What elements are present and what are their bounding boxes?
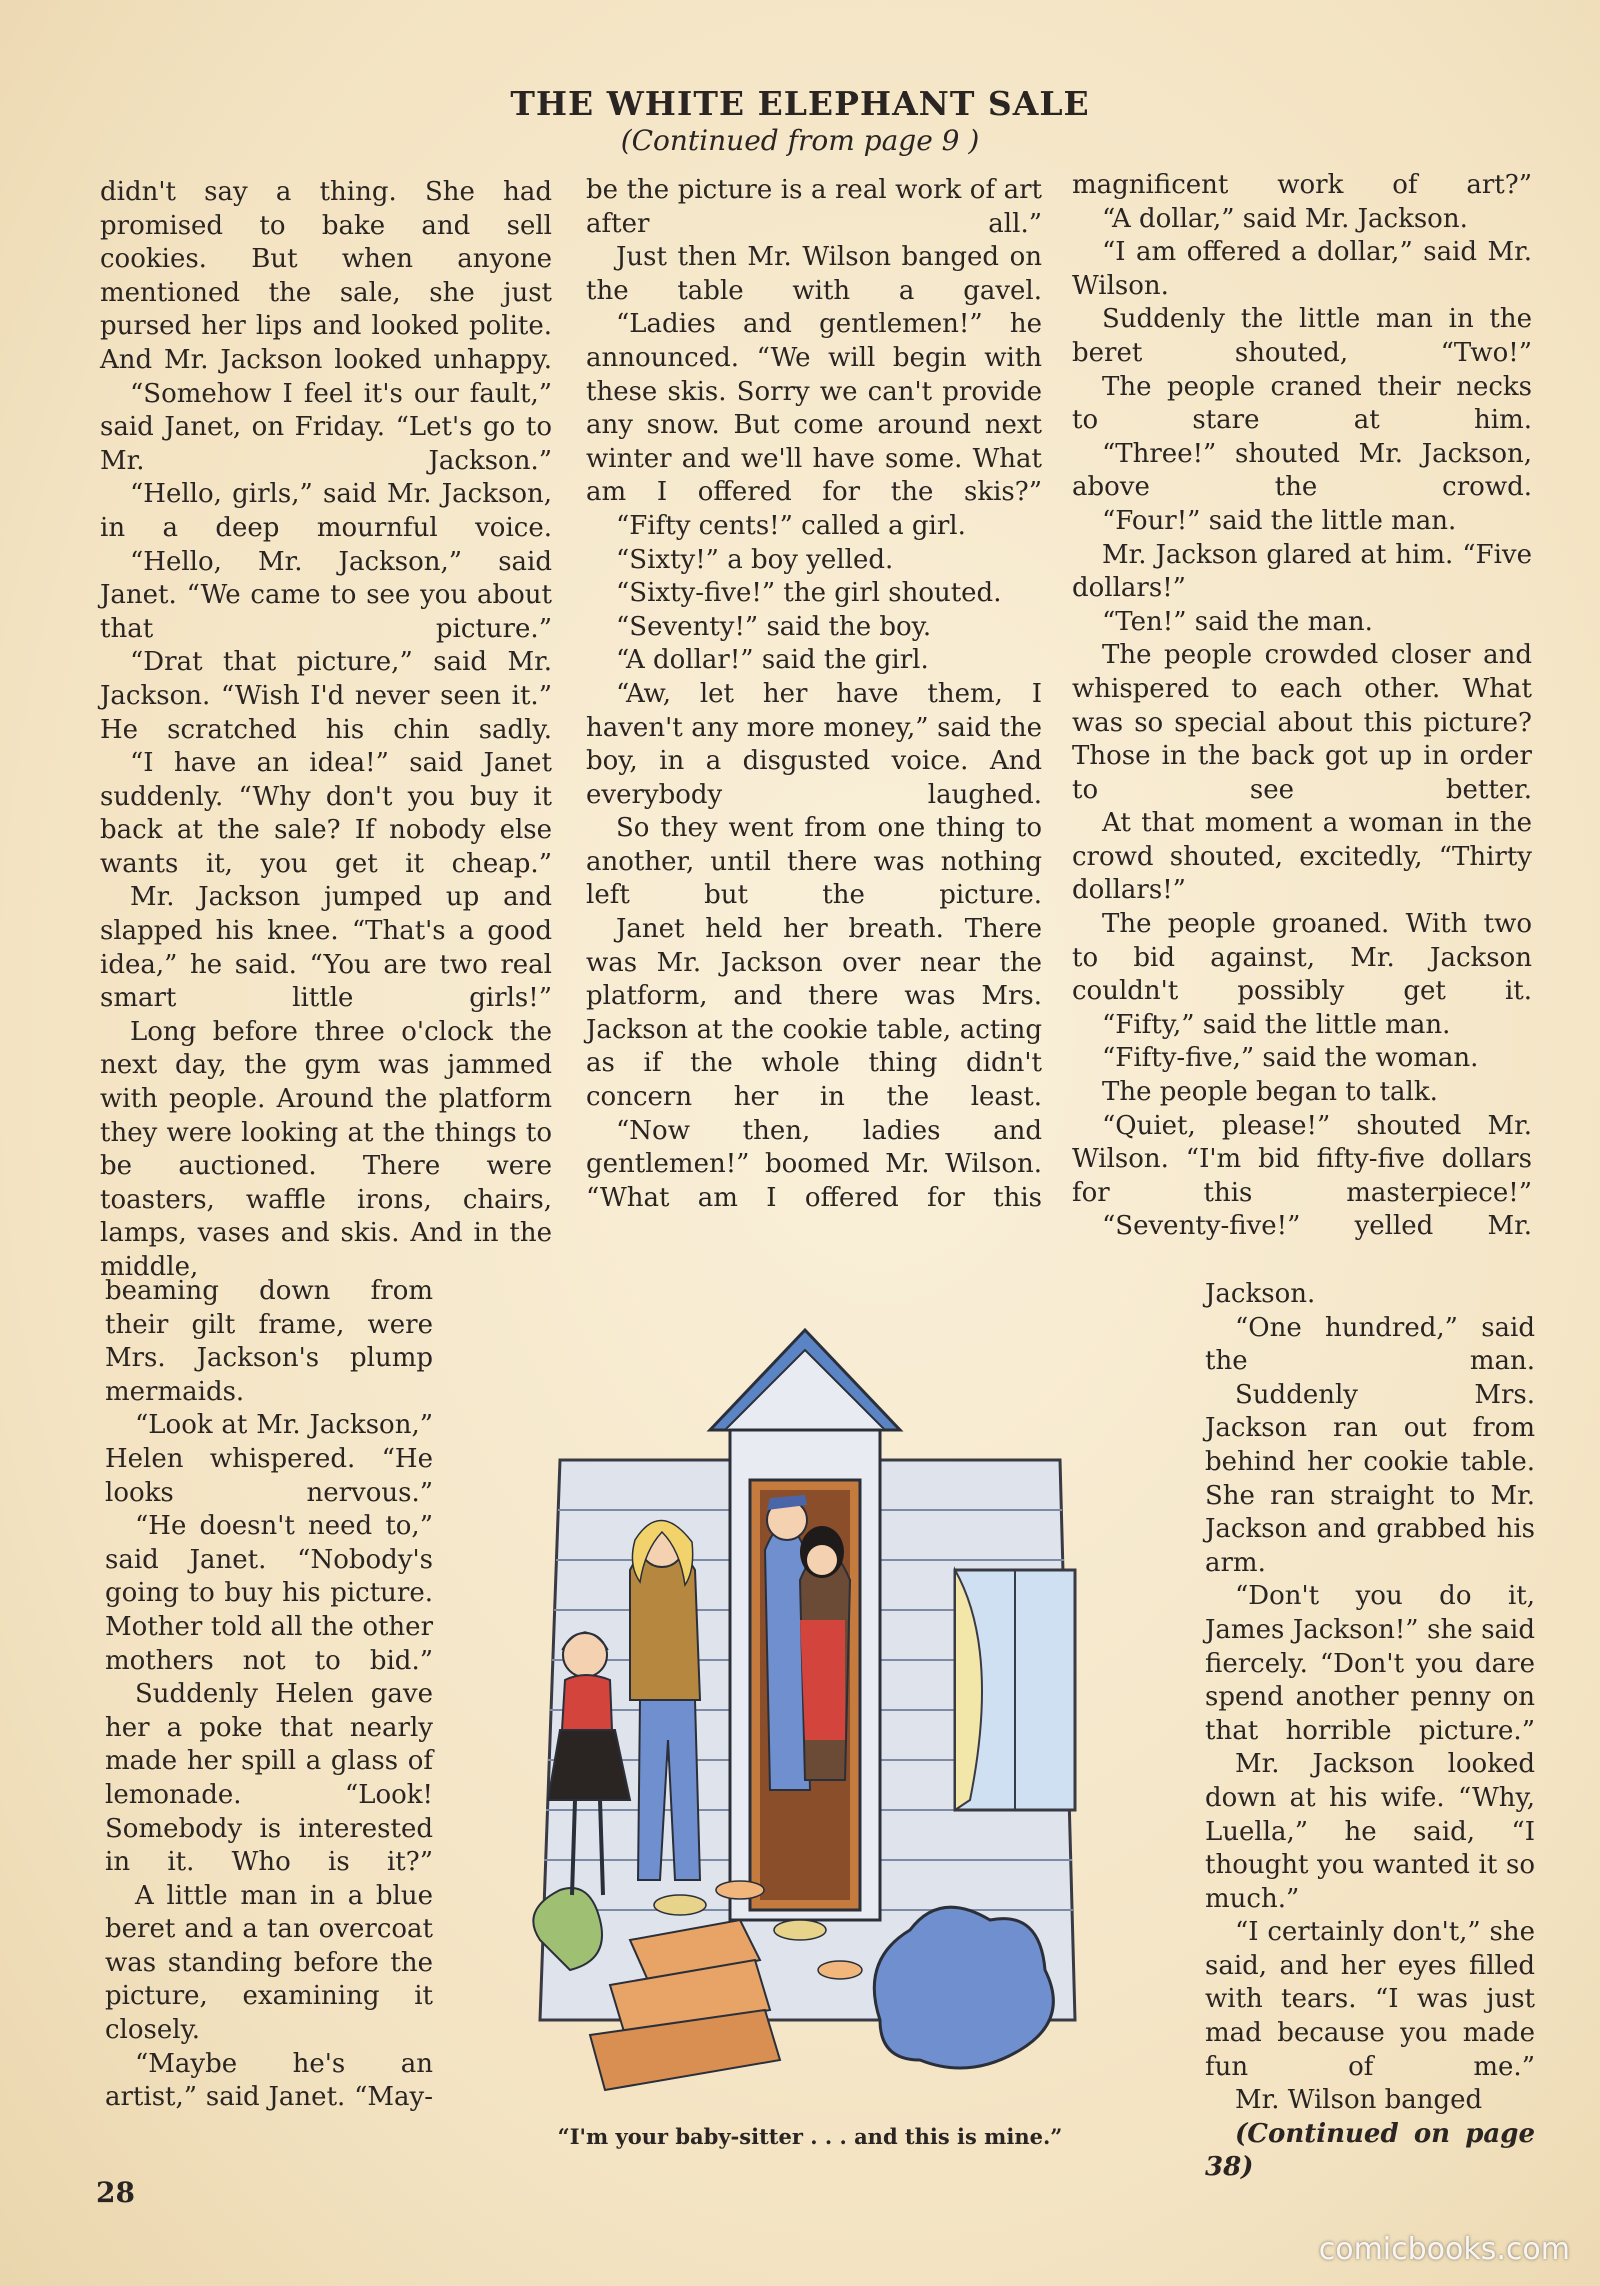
paragraph: “Maybe he's an artist,” said Janet. “May- [105,2048,433,2113]
paragraph: “I am offered a dollar,” said Mr. Wilson. [1072,237,1532,301]
couple-in-doorway [765,1495,850,1790]
paragraph: “Now then, ladies and gentlemen!” boomed Mr. Wilson. “What am I offered for this [586,1115,1042,1213]
paragraph: “I have an idea!” said Janet suddenly. “Why don't you buy it back at the sale? If nobody else wants it, you get it cheap.” [100,748,552,879]
paragraph: “Ladies and gentlemen!” he announced. “We will begin with these skis. Sorry we can't provide any snow. But come around next winter and we'll have some. What am I offered for the skis?” [586,309,1042,508]
paragraph: “Aw, let her have them, I haven't any more money,” said the boy, in a disgusted voice. And everybody laughed. [586,678,1042,810]
paragraph: A little man in a blue beret and a tan overcoat was standing before the picture, examining it closely. [105,1880,433,2046]
paragraph: “I certainly don't,” she said, and her eyes filled with tears. “I was just mad because you made fun of me.” [1205,1917,1535,2082]
text-column-1 [100,176,552,1285]
story-title: THE WHITE ELEPHANT SALE [510,84,1090,123]
window [955,1570,1075,1810]
paragraph: didn't say a thing. She had promised to bake and sell cookies. But when anyone mentioned the sale, she just pursed her lips and looked polite. And Mr. Jackson looked unhappy. [100,177,552,375]
paragraph: Mr. Jackson looked down at his wife. “Why, Luella,” he said, “I thought you wanted it so much.” [1205,1749,1535,1914]
text-column-3-narrow [1205,1278,1535,2185]
text-column-1-narrow [105,1275,433,2115]
paragraph: Mr. Wilson banged [1235,2085,1483,2116]
paragraph: “He doesn't need to,” said Janet. “Nobody's going to buy his picture. Mother told all the other mothers not to bid.” [105,1511,433,1676]
paragraph: “Sixty-five!” the girl shouted. [616,578,1002,609]
paragraph: Janet held her breath. There was Mr. Jackson over near the platform, and there was Mrs. Jackson at the cookie table, acting as if the whole thing didn't concern her in the least. [586,914,1042,1113]
text-column-2 [586,174,1042,1215]
paragraph: Suddenly Mrs. Jackson ran out from behind her cookie table. She ran straight to Mr. Jackson and grabbed his arm. [1205,1379,1535,1578]
paragraph: magnificent work of art?” [1072,170,1532,200]
paragraph: “Hello, Mr. Jackson,” said Janet. “We came to see you about that picture.” [100,546,552,644]
paragraph: Mr. Jackson glared at him. “Five dollars!” [1072,539,1532,604]
paragraph: Mr. Jackson jumped up and slapped his knee. “That's a good idea,” he said. “You are two real smart little girls!” [100,882,552,1014]
paragraph: be the picture is a real work of art after all.” [586,175,1042,239]
paragraph: “Seventy-five!” yelled Mr. [1102,1211,1532,1242]
paragraph: Suddenly the little man in the beret shouted, “Two!” [1072,304,1532,368]
paragraph: Suddenly Helen gave her a poke that nearly made her spill a glass of lemonade. “Look! Somebody is interested in it. Who is it?” [105,1679,433,1878]
paragraph: The people crowded closer and whispered to each other. What was so special about this picture? Those in the back got up in order to see better. [1072,640,1532,805]
paragraph: “Look at Mr. Jackson,” Helen whispered. “He looks nervous.” [105,1410,433,1508]
paragraph: Just then Mr. Wilson banged on the table with a gavel. [586,242,1042,306]
watermark: comicbooks.com [1318,2232,1570,2267]
illustration-caption: “I'm your baby-sitter . . . and this is mine.” [557,2124,1063,2149]
paragraph: “Don't you do it, James Jackson!” she said fiercely. “Don't you dare spend another penny on that horrible picture.” [1205,1581,1535,1746]
paragraph: “Sixty!” a boy yelled. [616,544,894,575]
paragraph: The people groaned. With two to bid against, Mr. Jackson couldn't possibly get it. [1072,909,1532,1007]
paragraph: Long before three o'clock the next day, the gym was jammed with people. Around the platform they were looking at the things to be auctioned. There were toasters, waffle irons, chairs, lamps, vases and skis. And in the middle, [100,1016,552,1282]
paragraph: At that moment a woman in the crowd shouted, excitedly, “Thirty dollars!” [1072,808,1532,906]
paragraph: beaming down from their gilt frame, were Mrs. Jackson's plump mermaids. [105,1276,433,1407]
paragraph: “Fifty cents!” called a girl. [616,510,966,541]
page-number: 28 [96,2176,135,2209]
continued-on-note: (Continued on page 38) [1205,2118,1535,2183]
doorway-illustration [500,1320,1120,2120]
paragraph: “Three!” shouted Mr. Jackson, above the crowd. [1072,438,1532,503]
paragraph: “A dollar,” said Mr. Jackson. [1102,203,1468,234]
paragraph: “Hello, girls,” said Mr. Jackson, in a deep mournful voice. [100,479,552,543]
paragraph: “Quiet, please!” shouted Mr. Wilson. “I'm bid fifty-five dollars for this masterpiece!” [1072,1110,1532,1208]
continued-from-note: (Continued from page 9 ) [620,124,980,157]
paragraph: “A dollar!” said the girl. [616,645,929,676]
paragraph: The people craned their necks to stare at him. [1072,371,1532,436]
paragraph: “Drat that picture,” said Mr. Jackson. “Wish I'd never seen it.” He scratched his chin sadly. [100,647,552,745]
paragraph: The people began to talk. [1102,1077,1438,1108]
paragraph: Jackson. [1205,1279,1316,1309]
paragraph: “Fifty,” said the little man. [1102,1009,1451,1040]
paragraph: “Seventy!” said the boy. [616,611,932,642]
paragraph: “Somehow I feel it's our fault,” said Janet, on Friday. “Let's go to Mr. Jackson.” [100,378,552,476]
paragraph: “One hundred,” said the man. [1205,1312,1535,1377]
paragraph: So they went from one thing to another, until there was nothing left but the picture. [586,813,1042,911]
paragraph: “Ten!” said the man. [1102,606,1373,637]
text-column-3 [1072,169,1532,1244]
paragraph: “Fifty-five,” said the woman. [1102,1043,1479,1074]
paragraph: “Four!” said the little man. [1102,505,1457,536]
